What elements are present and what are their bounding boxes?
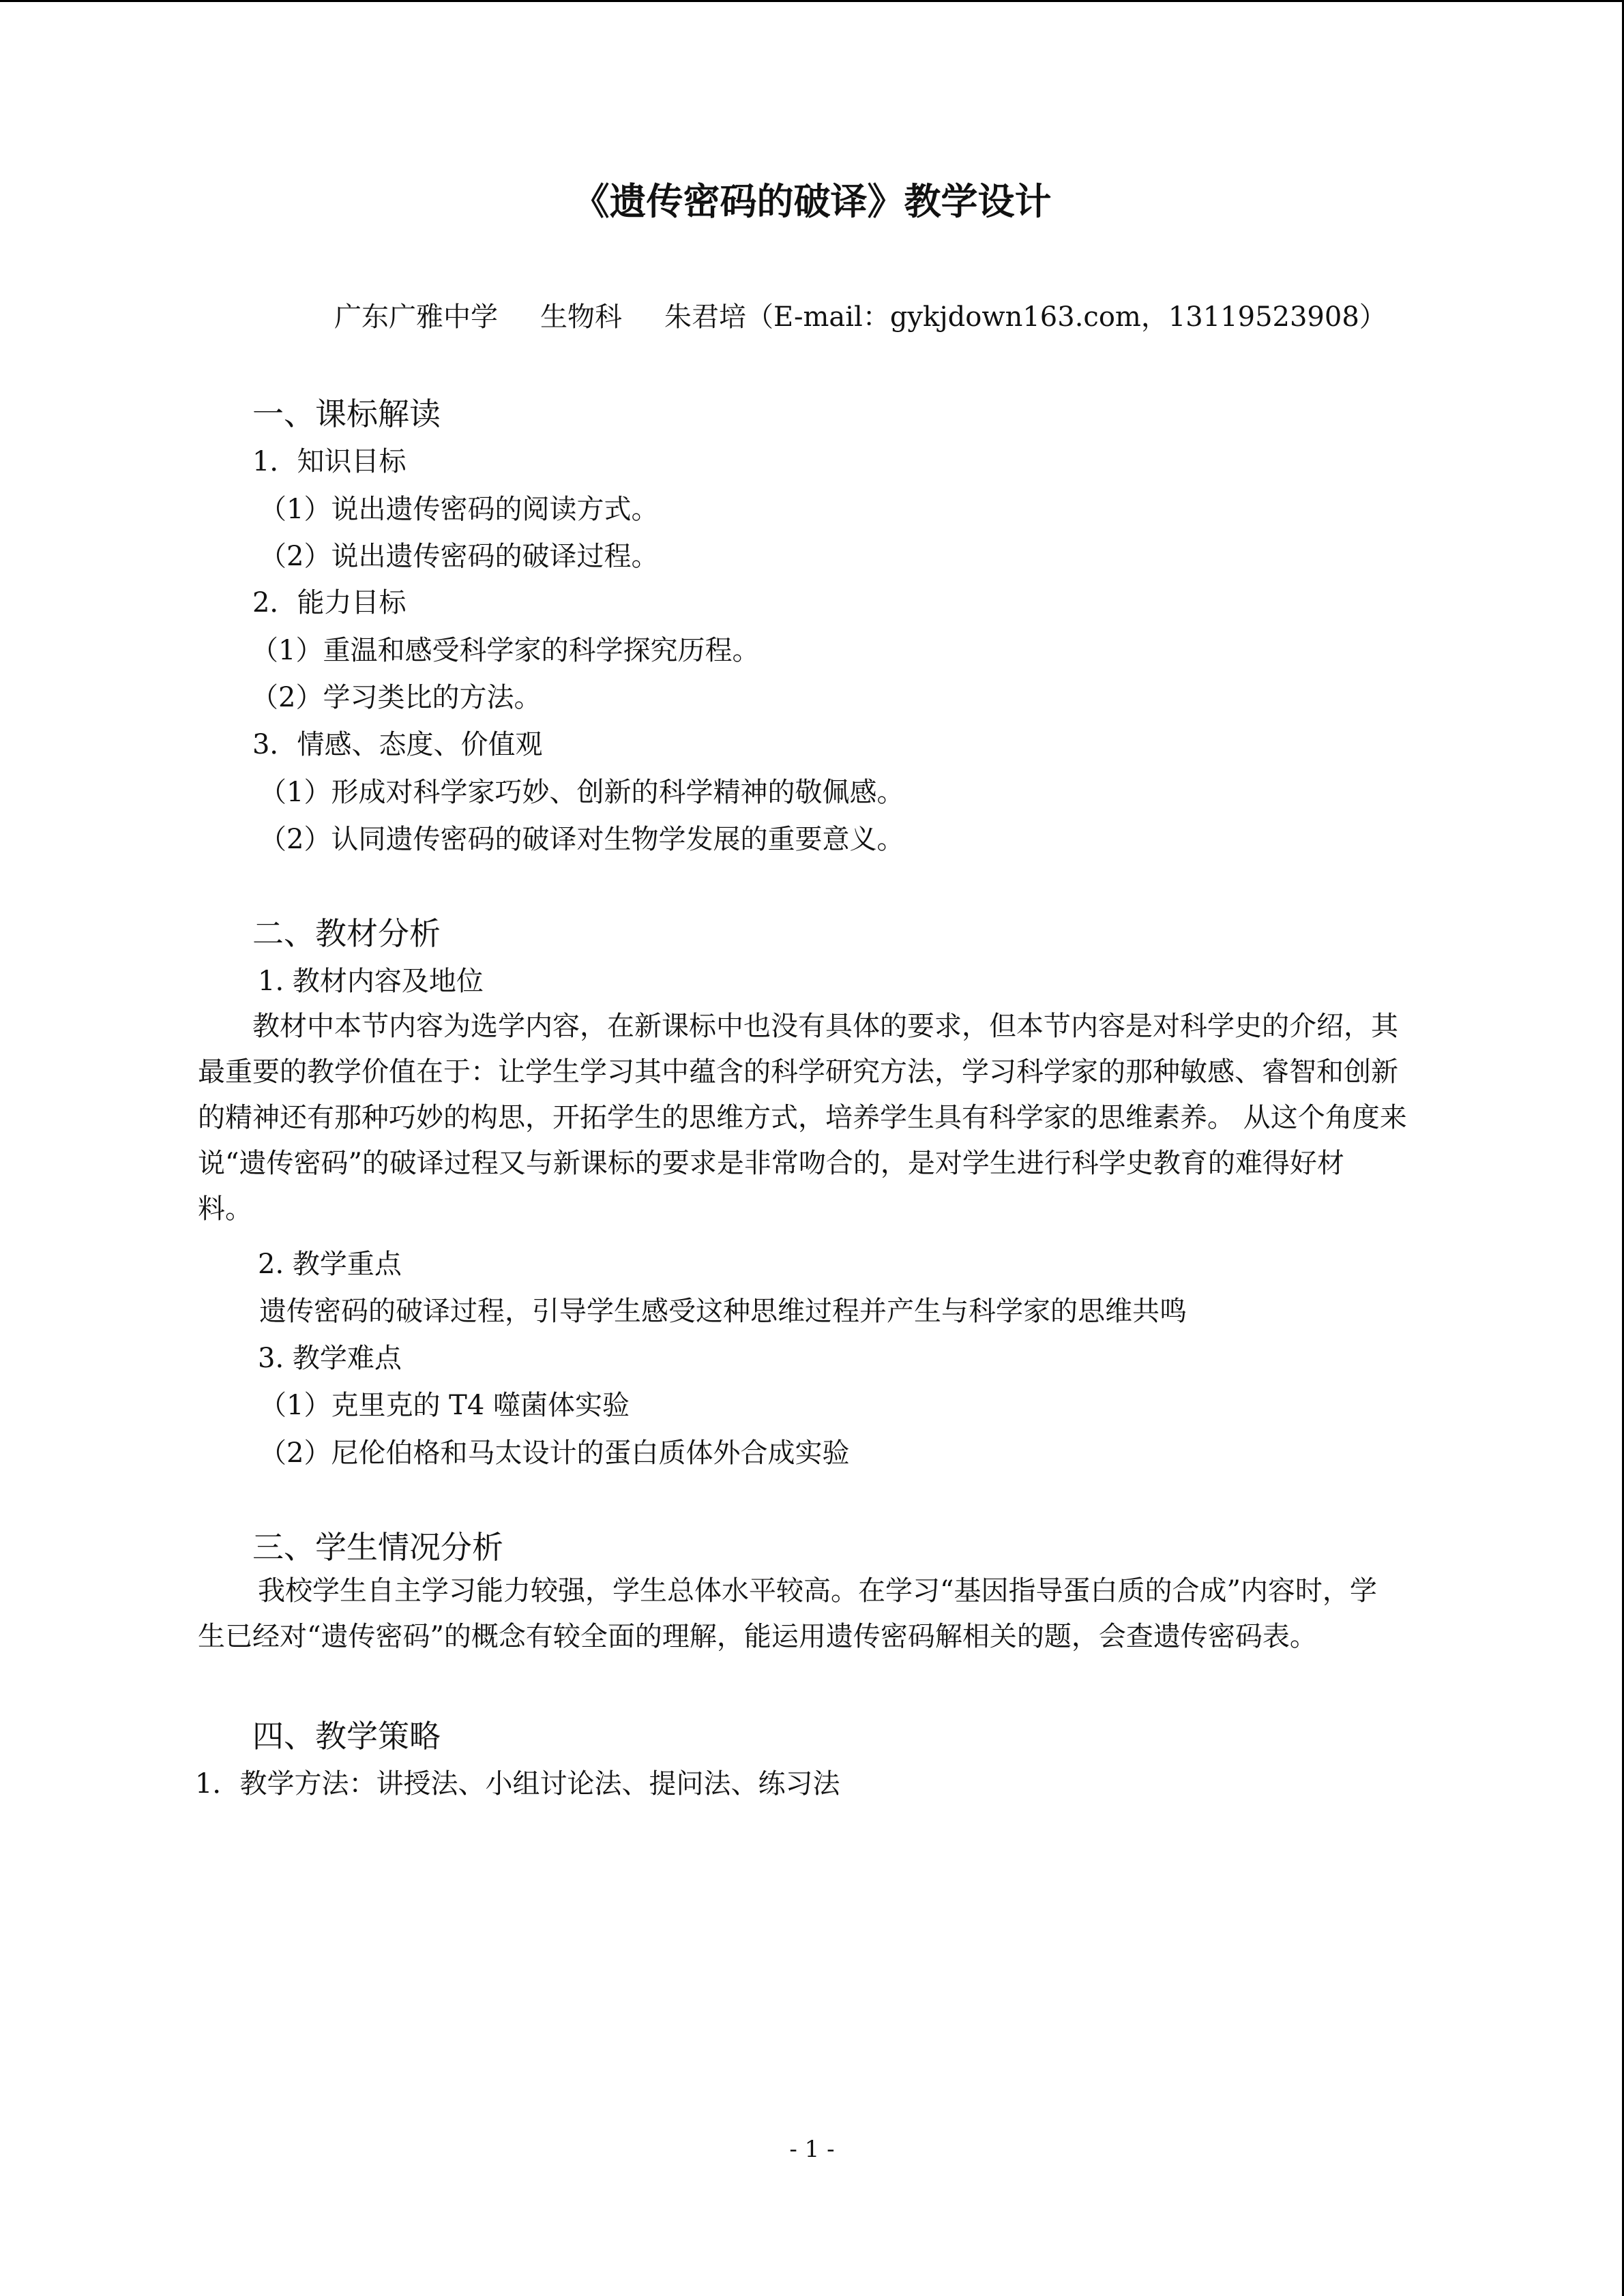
section2-sub3: 3. 教学难点 bbox=[258, 1343, 402, 1374]
section3-paragraph bbox=[198, 1568, 1473, 1660]
paragraph-line: 的精神还有那种巧妙的构思，开拓学生的思维方式，培养学生具有科学家的思维素养。 从这个角度来 bbox=[198, 1102, 1407, 1133]
section2-sub3-item: （1）克里克的 T4 噬菌体实验 bbox=[259, 1390, 630, 1421]
paragraph-line: 说“遗传密码”的破译过程又与新课标的要求是非常吻合的，是对学生进行科学史教育的难得好材 bbox=[198, 1148, 1344, 1179]
section4-heading: 四、教学策略 bbox=[252, 1718, 441, 1755]
section1-sub2-item: （2）学习类比的方法。 bbox=[251, 682, 542, 713]
section2-sub3-item: （2）尼伦伯格和马太设计的蛋白质体外合成实验 bbox=[259, 1437, 850, 1469]
paragraph-line: 最重要的教学价值在于：让学生学习其中蕴含的科学研究方法，学习科学家的那种敏感、睿智和创新 bbox=[198, 1056, 1398, 1088]
section4-item1: 1．教学方法：讲授法、小组讨论法、提问法、练习法 bbox=[195, 1768, 840, 1800]
section1-sub2-item: （1）重温和感受科学家的科学探究历程。 bbox=[251, 635, 760, 666]
author-subject: 生物科 bbox=[540, 301, 622, 333]
section1-sub3-item: （2）认同遗传密码的破译对生物学发展的重要意义。 bbox=[259, 824, 904, 855]
section1-sub3: 3．情感、态度、价值观 bbox=[252, 729, 543, 760]
section1-sub1-item: （2）说出遗传密码的破译过程。 bbox=[259, 541, 659, 572]
section2-sub2-text: 遗传密码的破译过程，引导学生感受这种思维过程并产生与科学家的思维共鸣 bbox=[259, 1296, 1187, 1327]
section1-heading: 一、课标解读 bbox=[252, 396, 441, 432]
section1-sub1: 1．知识目标 bbox=[252, 446, 407, 477]
section3-heading: 三、学生情况分析 bbox=[252, 1529, 503, 1566]
section2-sub1: 1. 教材内容及地位 bbox=[258, 966, 484, 997]
section1-sub2: 2．能力目标 bbox=[252, 587, 407, 618]
paragraph-line: 我校学生自主学习能力较强，学生总体水平较高。在学习“基因指导蛋白质的合成”内容时，学 bbox=[258, 1575, 1377, 1607]
section1-sub1-item: （1）说出遗传密码的阅读方式。 bbox=[259, 494, 659, 525]
paragraph-line: 教材中本节内容为选学内容，在新课标中也没有具体的要求，但本节内容是对科学史的介绍，其 bbox=[252, 1011, 1398, 1042]
paragraph-line: 生已经对“遗传密码”的概念有较全面的理解，能运用遗传密码解相关的题，会查遗传密码表。 bbox=[198, 1621, 1317, 1652]
section2-sub2: 2. 教学重点 bbox=[258, 1249, 402, 1280]
page-border-top bbox=[0, 0, 1624, 2]
author-school: 广东广雅中学 bbox=[334, 301, 498, 333]
document-title: 《遗传密码的破译》教学设计 bbox=[572, 179, 1052, 223]
section1-sub3-item: （1）形成对科学家巧妙、创新的科学精神的敬佩感。 bbox=[259, 777, 904, 808]
section2-paragraph bbox=[198, 1004, 1473, 1232]
author-name-contact: 朱君培（E-mail：gykjdown163.com，13119523908） bbox=[664, 301, 1387, 333]
author-line bbox=[334, 303, 1387, 331]
section2-heading: 二、教材分析 bbox=[252, 915, 441, 952]
page-number: - 1 - bbox=[789, 2136, 835, 2163]
paragraph-line: 料。 bbox=[198, 1193, 252, 1225]
